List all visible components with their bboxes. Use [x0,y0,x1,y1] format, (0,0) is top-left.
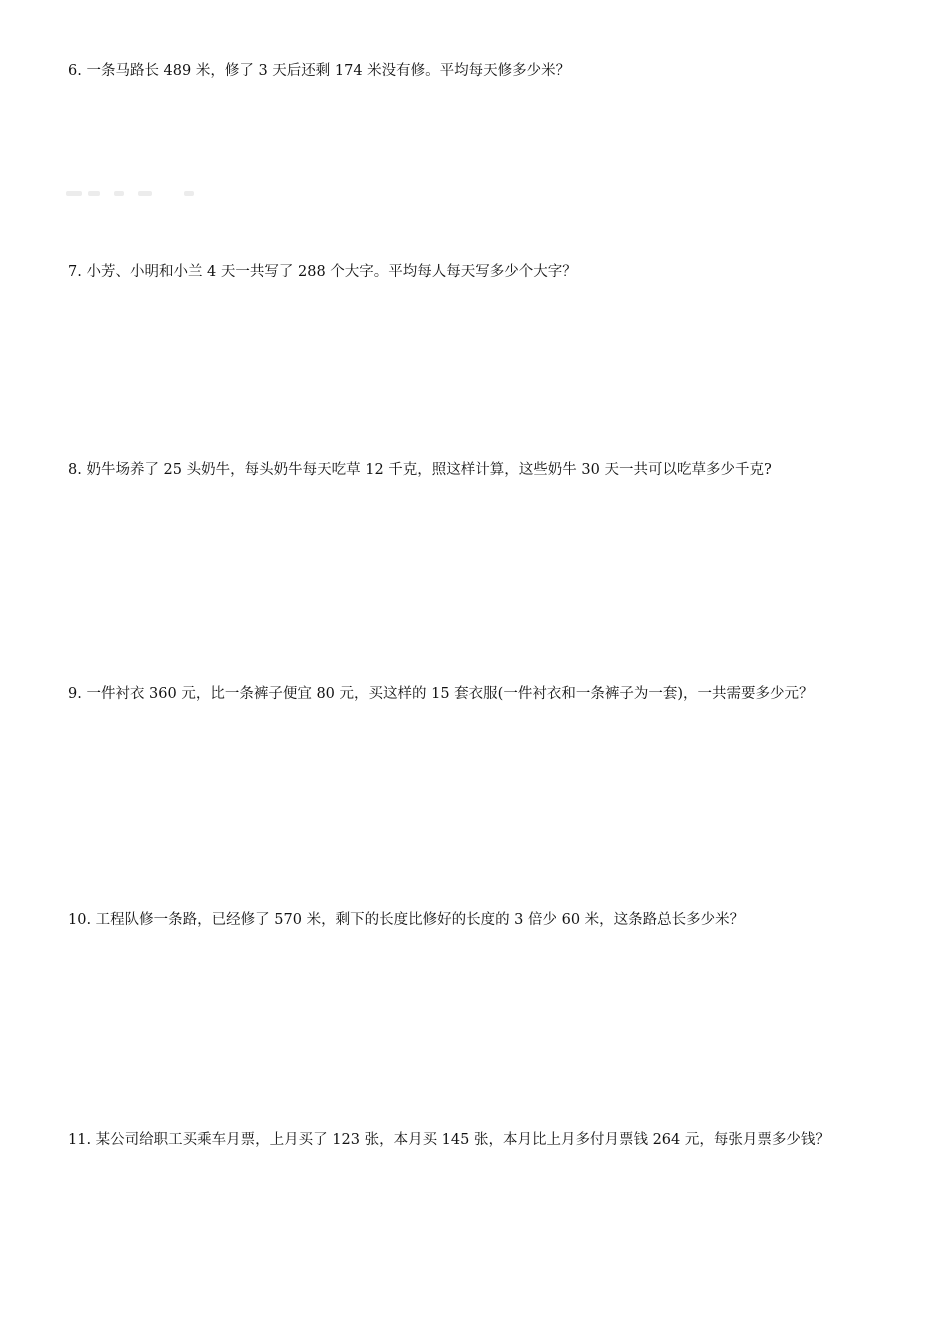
question-11 [68,1130,830,1150]
question-number: 10. [68,912,92,928]
question-6 [68,61,570,81]
question-text: 奶牛场养了 25 头奶牛，每头奶牛每天吃草 12 千克，照这样计算，这些奶牛 30 天一共可以吃草多少千克? [86,462,772,478]
question-number: 6. [68,63,82,79]
question-7 [68,262,577,282]
question-number: 9. [68,686,82,702]
question-number: 7. [68,264,82,280]
question-number: 8. [68,462,82,478]
question-text: 一件衬衣 360 元，比一条裤子便宜 80 元，买这样的 15 套衣服(一件衬衣和一条裤子为一套)，一共需要多少元？ [86,686,814,702]
question-8 [68,460,772,480]
faint-watermark [66,188,206,200]
question-9 [68,684,814,704]
question-text: 某公司给职工买乘车月票，上月买了 123 张，本月买 145 张，本月比上月多付月票钱 264 元，每张月票多少钱？ [95,1132,830,1148]
question-text: 小芳、小明和小兰 4 天一共写了 288 个大字。平均每人每天写多少个大字？ [86,264,577,280]
question-10 [68,910,744,930]
question-number: 11. [68,1132,92,1148]
question-text: 一条马路长 489 米，修了 3 天后还剩 174 米没有修。平均每天修多少米？ [86,63,571,79]
question-text: 工程队修一条路，已经修了 570 米，剩下的长度比修好的长度的 3 倍少 60 米，这条路总长多少米？ [95,912,745,928]
